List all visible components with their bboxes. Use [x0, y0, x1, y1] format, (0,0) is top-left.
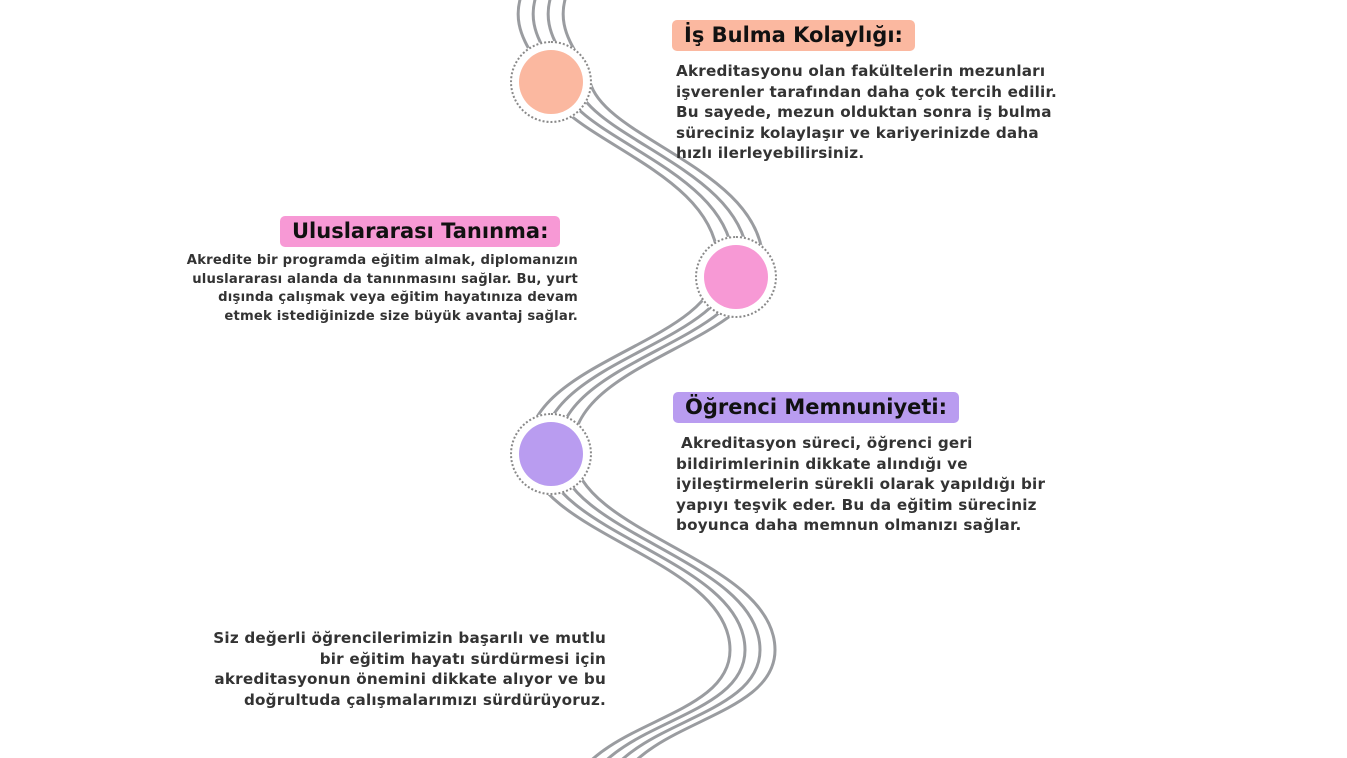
milestone-node-3: [510, 413, 592, 495]
section-title-recognition: Uluslararası Tanınma:: [280, 216, 560, 247]
milestone-node-1: [510, 41, 592, 123]
milestone-node-2: [695, 236, 777, 318]
section-title-job: İş Bulma Kolaylığı:: [672, 20, 915, 51]
section-title-satisfaction: Öğrenci Memnuniyeti:: [673, 392, 959, 423]
milestone-dot-pink: [704, 245, 768, 309]
closing-text: Siz değerli öğrencilerimizin başarılı ve mutlu bir eğitim hayatı sürdürmesi için akreditasyonun önemini dikkate alıyor ve bu doğrultuda çalışmalarımızı sürdürüyoruz.: [213, 629, 606, 709]
milestone-dot-purple: [519, 422, 583, 486]
milestone-dot-peach: [519, 50, 583, 114]
section-text-job: Akreditasyonu olan fakültelerin mezunları işverenler tarafından daha çok tercih edilir. Bu sayede, mezun olduktan sonra iş bulma süreciniz kolaylaşır ve kariyerinizde daha hızlı ilerleyebilirsiniz.: [676, 62, 1057, 163]
section-text-recognition: Akredite bir programda eğitim almak, diplomanızın uluslararası alanda da tanınmasını sağlar. Bu, yurt dışında çalışmak veya eğitim hayatınıza devam etmek istediğinizde size büyük avantaj sağlar.: [186, 253, 578, 324]
section-text-satisfaction: Akreditasyon süreci, öğrenci geri bildirimlerinin dikkate alındığı ve iyileştirmelerin sürekli olarak yapıldığı bir yapıyı teşvik eder. Bu da eğitim süreciniz boyunca daha memnun olmanızı sağlar.: [676, 434, 1046, 535]
